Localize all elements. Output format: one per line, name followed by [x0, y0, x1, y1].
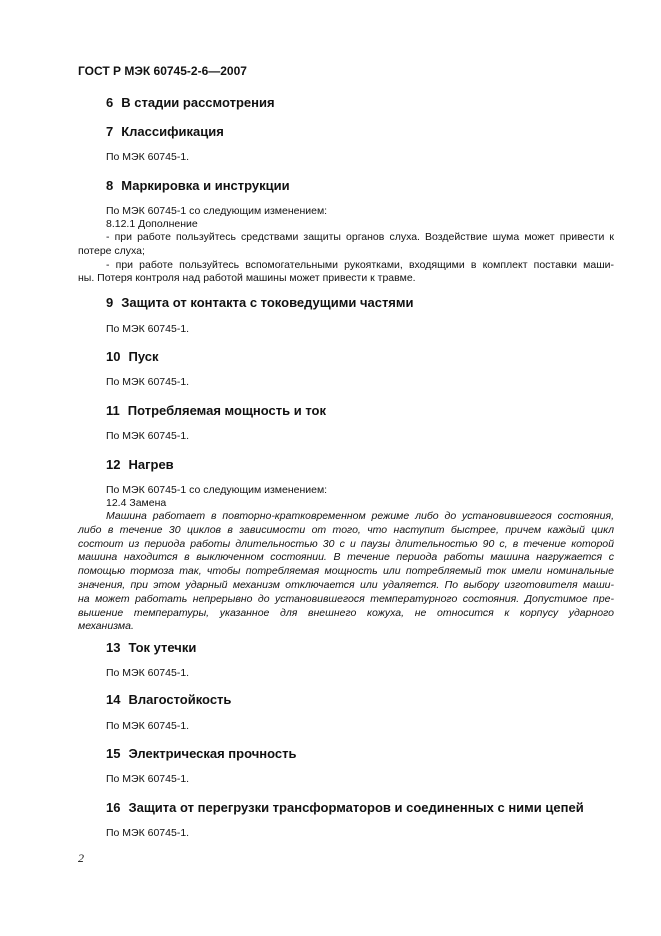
section-14-body: По МЭК 60745-1.: [106, 720, 190, 732]
bullet-line: потере слуха;: [78, 244, 145, 257]
paragraph-line: помощью тормоза так, чтобы потребляемая мощность или потребляемый ток имели номинальные: [78, 565, 614, 578]
section-7-body: По МЭК 60745-1.: [106, 151, 190, 163]
section-15-heading: [106, 746, 296, 761]
paragraph-line: значения, при этом ударный механизм отключается или удаляется. По выбору изготовителя маши-: [78, 578, 614, 591]
paragraph-line: машина находится в выключенном состоянии. В течение периода работы машина нагружается с: [78, 551, 614, 564]
section-16-heading: [106, 800, 584, 815]
section-number: 14: [106, 692, 121, 707]
section-number: 6: [106, 95, 114, 110]
section-title: Классификация: [121, 124, 224, 139]
section-16-body: По МЭК 60745-1.: [106, 827, 190, 839]
section-12-intro: По МЭК 60745-1 со следующим изменением:: [106, 484, 328, 496]
paragraph-line: вышение температуры, указанное для внешнего кожуха, не относится к корпусу ударного: [78, 606, 614, 619]
section-number: 10: [106, 349, 121, 364]
section-title: В стадии рассмотрения: [121, 95, 275, 110]
section-11-body: По МЭК 60745-1.: [106, 430, 190, 442]
paragraph-line: Машина работает в повторно-кратковременном режиме либо до установившегося состояния,: [106, 510, 614, 522]
section-10-body: По МЭК 60745-1.: [106, 376, 190, 388]
section-10-heading: [106, 349, 158, 364]
section-12-body: [78, 510, 614, 634]
section-title: Нагрев: [128, 457, 174, 472]
section-title: Потребляемая мощность и ток: [127, 403, 326, 418]
paragraph-line: механизма.: [78, 620, 134, 633]
bullet-line: - при работе пользуйтесь средствами защиты органов слуха. Воздействие шума может привести к: [106, 231, 614, 243]
section-number: 16: [106, 800, 121, 815]
section-title: Защита от контакта с токоведущими частями: [121, 295, 414, 310]
bullet-line: - при работе пользуйтесь вспомогательными рукоятками, входящими в комплект поставки маши-: [106, 258, 614, 271]
section-15-body: По МЭК 60745-1.: [106, 773, 190, 785]
section-14-heading: [106, 692, 231, 707]
document-header: ГОСТ Р МЭК 60745-2-6—2007: [78, 64, 247, 78]
section-number: 9: [106, 295, 114, 310]
section-6-heading: [106, 95, 275, 110]
section-number: 11: [106, 403, 120, 418]
section-title: Защита от перегрузки трансформаторов и соединенных с ними цепей: [128, 800, 584, 815]
section-number: 13: [106, 640, 121, 655]
section-title: Электрическая прочность: [128, 746, 297, 761]
section-title: Ток утечки: [128, 640, 197, 655]
section-number: 7: [106, 124, 114, 139]
section-11-heading: [106, 403, 326, 418]
section-8-heading: [106, 178, 290, 193]
section-title: Влагостойкость: [128, 692, 232, 707]
paragraph-line: на может работать непрерывно до установившегося температурного состояния. Допустимое пре-: [78, 592, 614, 605]
section-7-heading: [106, 124, 224, 139]
section-title: Пуск: [128, 349, 159, 364]
section-9-body: По МЭК 60745-1.: [106, 323, 190, 335]
section-12-heading: [106, 457, 174, 472]
section-title: Маркировка и инструкции: [121, 178, 290, 193]
section-number: 8: [106, 178, 114, 193]
page-number: 2: [78, 851, 84, 865]
section-9-heading: [106, 295, 414, 310]
section-12-clause: 12.4 Замена: [106, 497, 167, 509]
section-8-clause: 8.12.1 Дополнение: [106, 218, 198, 230]
section-number: 12: [106, 457, 121, 472]
section-13-body: По МЭК 60745-1.: [106, 667, 190, 679]
paragraph-line: состоит из периода работы длительностью 30 с и паузы длительностью 90 с, в течение которой: [78, 537, 614, 550]
section-8-bullet-1: [78, 231, 614, 286]
section-8-intro: По МЭК 60745-1 со следующим изменением:: [106, 205, 328, 217]
bullet-line: ны. Потеря контроля над работой машины может привести к травме.: [78, 272, 416, 285]
paragraph-line: либо в течение 30 циклов в зависимости от того, что наступит быстрее, причем каждый цикл: [78, 523, 614, 536]
section-13-heading: [106, 640, 196, 655]
section-number: 15: [106, 746, 121, 761]
